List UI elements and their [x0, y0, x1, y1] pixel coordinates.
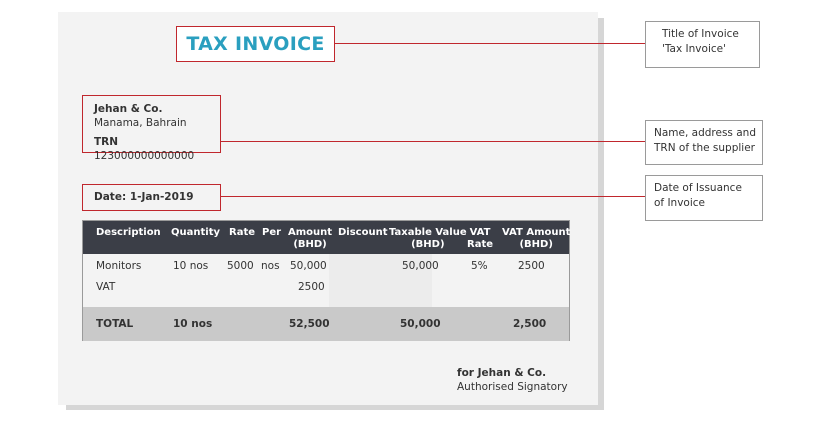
invoice-date-box — [82, 184, 221, 211]
header-vat-amount-line2: (BHD) — [519, 239, 553, 250]
row-rate: 5000 — [227, 260, 254, 272]
supplier-name: Jehan & Co. — [94, 103, 163, 115]
total-row — [83, 307, 569, 341]
header-taxable-line2: (BHD) — [411, 239, 445, 250]
trn-label: TRN — [94, 136, 119, 148]
callout-supplier — [645, 120, 763, 165]
callout-date-line1: Date of Issuance — [654, 182, 742, 194]
supplier-leader-line — [221, 141, 645, 142]
header-amount-line2: (BHD) — [293, 239, 327, 250]
date-leader-line — [221, 196, 645, 197]
invoice-title: TAX INVOICE — [186, 33, 325, 55]
table-header — [83, 221, 569, 254]
callout-date — [645, 175, 763, 221]
header-quantity: Quantity — [171, 227, 220, 238]
date-label: Date: — [94, 191, 127, 203]
row-per: nos — [261, 260, 280, 272]
total-taxable-value: 50,000 — [400, 318, 441, 330]
header-taxable-value — [389, 227, 467, 251]
header-taxable-line1: Taxable Value — [389, 227, 467, 238]
header-per: Per — [262, 227, 282, 238]
total-amount: 52,500 — [289, 318, 330, 330]
callout-title — [645, 21, 760, 68]
supplier-details-box — [82, 95, 221, 162]
row-vat-rate: 5% — [471, 260, 488, 272]
row-description: VAT — [96, 281, 116, 293]
header-discount: Discount — [338, 227, 388, 238]
date-value: 1-Jan-2019 — [129, 191, 194, 203]
signature-signatory: Authorised Signatory — [457, 381, 568, 393]
signature-block — [457, 366, 568, 394]
invoice-table — [82, 220, 570, 341]
row-description: Monitors — [96, 260, 142, 272]
invoice-title-box — [176, 26, 335, 62]
row-taxable-value: 50,000 — [402, 260, 439, 272]
row-amount: 2500 — [298, 281, 325, 293]
callout-date-line2: of Invoice — [654, 197, 705, 209]
header-vat-amount — [502, 227, 570, 251]
callout-title-line2: 'Tax Invoice' — [662, 43, 726, 55]
header-amount — [288, 227, 332, 251]
row-vat-amount: 2500 — [518, 260, 545, 272]
header-vat-rate-line1: VAT — [469, 227, 491, 238]
supplier-address: Manama, Bahrain — [94, 117, 187, 129]
signature-for: for Jehan & Co. — [457, 367, 547, 379]
header-vat-rate-line2: Rate — [467, 239, 494, 250]
total-label: TOTAL — [96, 318, 134, 330]
total-quantity: 10 nos — [173, 318, 213, 330]
header-amount-line1: Amount — [288, 227, 333, 238]
callout-supplier-line1: Name, address and — [654, 127, 756, 139]
callout-title-line1: Title of Invoice — [662, 28, 739, 40]
title-leader-line — [335, 43, 645, 44]
header-rate: Rate — [229, 227, 256, 238]
trn-value: 123000000000000 — [94, 150, 195, 162]
supplier-trn — [94, 135, 220, 163]
header-vat-amount-line1: VAT Amount — [502, 227, 571, 238]
callout-supplier-line2: TRN of the supplier — [654, 142, 755, 154]
row-quantity: 10 nos — [173, 260, 209, 272]
total-vat-amount: 2,500 — [513, 318, 547, 330]
header-vat-rate — [467, 227, 493, 251]
header-description: Description — [96, 227, 161, 238]
row-amount: 50,000 — [290, 260, 327, 272]
